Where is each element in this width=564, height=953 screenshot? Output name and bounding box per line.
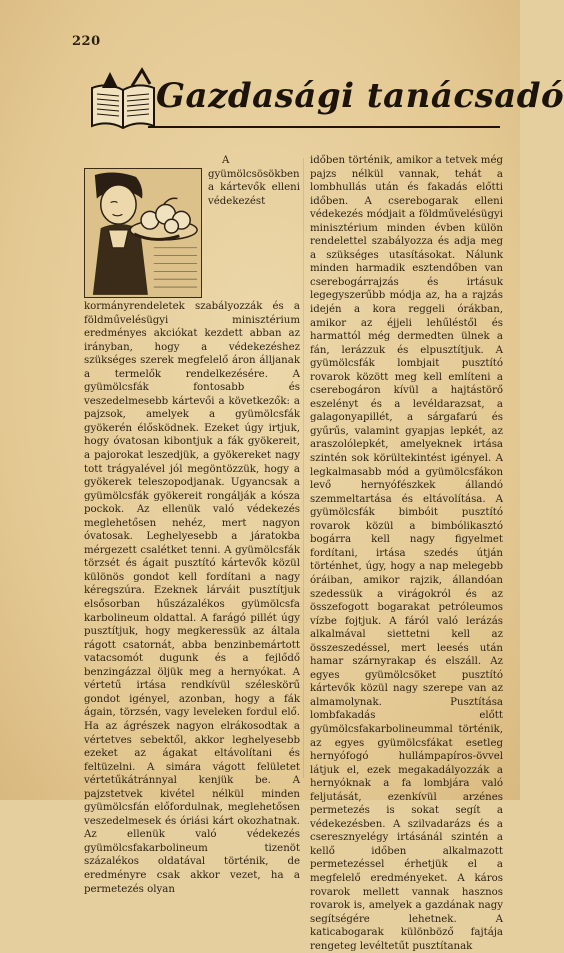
woman-with-fruit-basket-illustration bbox=[84, 168, 202, 298]
left-column-text: A gyümölcsösökben a kártevők elleni védekezést kormányrendeletek szabályozzák és a földművelésügyi minisztérium eredményes akciókat kezdett abban az irányban, hogy a védekezéshez szükséges szerek megfelelő áron álljanak a termelők rendelkezésére. A gyümölcsfák fontosabb és veszedelmesebb kártevői a következők: a pajzsok, amelyek a gyümölcsfák gyökerén élősködnek. Ezeket úgy irtjuk, hogy óvatosan kibontjuk a fák gyökereit, a pajorokat leszedjük, a gyökereket nagy tott trágyalével jól megöntözzük, hogy a gyökerek teleszopodjanak. Ugyancsak a gyümölcsfák gyökereit rongálják a kósza pockok. Az ellenük való védekezés meglehetősen nehéz, mert nagyon óvatosak. Leghelyesebb a járatokba mérgezett csalétket tenni. A gyümölcsfák törzsét és ágait pusztító kártevők közül különös gondot kell fordítani a nagy kéregszúra. Ezeknek lárváit pusztítjuk elsősorban hűszázalékos gyümölcsfa karbolineum oldattal. A farágó pillét úgy pusztítjuk, hogy megkeressük az általa rágott csatornát, abba benzinbemártott vatacsomót dugunk és a fejlődő benzingázzal öljük meg a hernyókat. A vértetű irtása rendkívül széleskörű gondot igényel, azonban, hogy a fák ágain, törzsén, vagy leveleken fordul elő. Ha az ágrészek nagyon elrákosodtak a vértetves sebektől, akkor leghelyesebb ezeket az ágakat eltávolítani és feltüzelni. A simára vágott felületet vértetűkátránnyal kenjük be. A pajzstetvek kivétel nélkül minden gyümölcsfán előfordulnak, meglehetősen veszedelmesek és óriási kárt okozhatnak. Az ellenük való védekezés gyümölcsfakarbolineum tizenöt százalékos oldatával történik, de eredményre csak akkor vezet, ha a permetezés olyan bbox=[84, 155, 300, 895]
article-header bbox=[88, 62, 564, 142]
article-title: Gazdasági tanácsadó bbox=[156, 76, 564, 116]
right-column-text: időben történik, amikor a tetvek még pajzs nélkül vannak, tehát a lombhullás után és fakadás előtti időben. A cserebogarak elleni védekezés módjait a földművelésügyi minisztérium minden évben külön rendelettel szabályozza és adja meg a szükséges utasításokat. Nálunk minden harmadik esztendőben van cserebogárrajzás és irtásuk legegyszerűbb módja az, ha a rajzás idején a kora reggeli órákban, amikor az éjjeli lehűléstől és harmattól még dermedten ülnek a fán, lerázzuk és elpusztítjuk. A gyümölcsfák lombjait pusztító rovarok között meg kell említeni a cserebogáron kívül a hajtástörő eszelényt és a levéldarazsat, a galagonyapillét, a sárgafarú és gyűrűs, valamint gyapjas lepkét, az araszolólepkét, amelyeknek irtása szintén sok körültekintést igényel. A legkalmasabb mód a gyümölcsfákon levő hernyófészkek állandó szemmeltartása és eltávolítása. A gyümölcsfák bimbóit pusztító rovarok közül a bimbólikasztó bogárra kell nagy figyelmet fordítani, irtása szedés útján történhet, úgy, hogy a nap melegebb óráiban, amikor rajzik, állandóan szedessük a virágokról és az összefogott bogarakat petróleumos vízbe fojtjuk. A fáról való lerázás alkalmával siettetni kell az összeszedéssel, mert leesés után hamar szárnyrakap és elszáll. Az egyes gyümölcsöket pusztító kártevők közül nagy szerepe van az almamolynak. Pusztítása lombfakadás előtt gyümölcsfakarbolineummal történik, az egyes gyümölcsfákat esetleg hernyófogó hullámpapíros-övvel látjuk el, ezek megakadályozzák a hernyóknak a fa lombjára való feljutását, ezenkívül arzénes permetezés is sokat segít a védekezésben. A szilvadarázs és a cseresznyelégy irtásánál szintén a kellő időben alkalmazott permetezéssel érhetjük el a megfelelő eredményeket. A káros rovarok mellett vannak hasznos rovarok is, amelyek a gazdának nagy segítségére lehetnek. A katicabogarak különböző fajtája rengeteg levéltetűt pusztítanak bbox=[310, 155, 503, 952]
right-column bbox=[310, 154, 503, 952]
title-underline bbox=[148, 126, 500, 128]
left-column bbox=[84, 154, 300, 895]
page-number: 220 bbox=[72, 34, 101, 49]
fruit-basket-icon bbox=[85, 169, 201, 297]
column-divider bbox=[303, 158, 304, 778]
book-icon bbox=[88, 68, 158, 134]
